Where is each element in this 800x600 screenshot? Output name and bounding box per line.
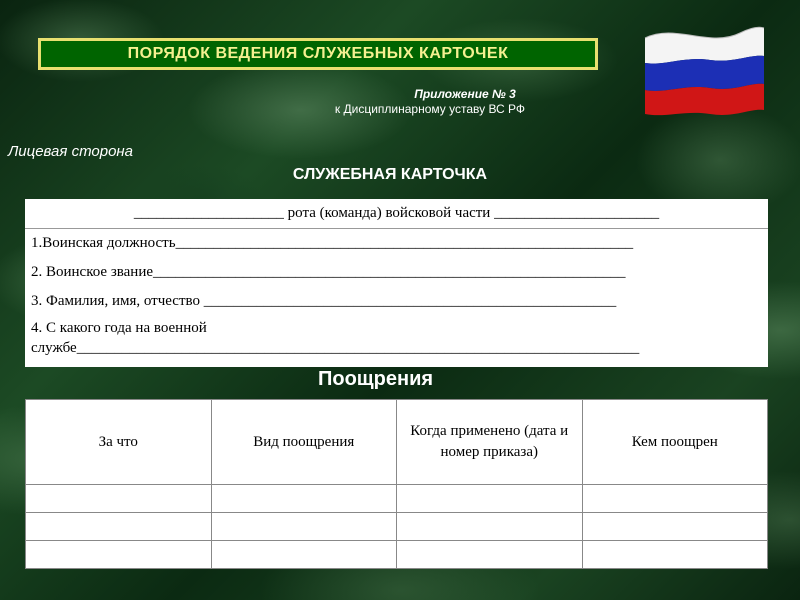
russian-flag-icon [640, 18, 770, 118]
table-cell [397, 541, 583, 569]
field-full-name: 3. Фамилия, имя, отчество _______________________________________________________ [31, 293, 617, 309]
table-cell [582, 513, 768, 541]
face-side-label: Лицевая сторона [8, 143, 134, 160]
field-service-since [25, 316, 768, 358]
table-cell [582, 541, 768, 569]
table-cell [397, 513, 583, 541]
table-cell [211, 513, 397, 541]
appendix-reference: к Дисциплинарному уставу ВС РФ [334, 102, 526, 116]
field-rank: 2. Воинское звание_______________________________________________________________ [31, 264, 626, 280]
table-cell [211, 485, 397, 513]
rewards-table [25, 399, 768, 569]
table-row [26, 541, 768, 569]
column-header-awarded-by: Кем поощрен [582, 400, 768, 485]
column-header-when-applied: Когда применено (дата и номер приказа) [397, 400, 583, 485]
table-row [26, 513, 768, 541]
page-title: ПОРЯДОК ВЕДЕНИЯ СЛУЖЕБНЫХ КАРТОЧЕК [127, 45, 509, 62]
table-cell [26, 513, 212, 541]
appendix-note [300, 87, 560, 117]
field-service-since-line: службе___________________________________________________________________________ [31, 340, 640, 356]
card-title: СЛУЖЕБНАЯ КАРТОЧКА [292, 166, 488, 183]
table-cell [397, 485, 583, 513]
title-banner [38, 38, 598, 70]
rewards-title: Поощрения [318, 368, 434, 390]
table-cell [211, 541, 397, 569]
service-card-form [25, 199, 768, 367]
table-row [26, 485, 768, 513]
table-cell [26, 541, 212, 569]
field-service-since-label: 4. С какого года на военной [31, 320, 207, 336]
field-position: 1.Воинская должность_____________________________________________________________ [31, 235, 634, 251]
appendix-number: Приложение № 3 [414, 87, 516, 101]
table-header-row [26, 400, 768, 485]
column-header-reward-type: Вид поощрения [211, 400, 397, 485]
column-header-reason: За что [26, 400, 212, 485]
unit-line: ____________________ рота (команда) войсковой части ______________________ [25, 199, 768, 229]
table-cell [582, 485, 768, 513]
table-cell [26, 485, 212, 513]
